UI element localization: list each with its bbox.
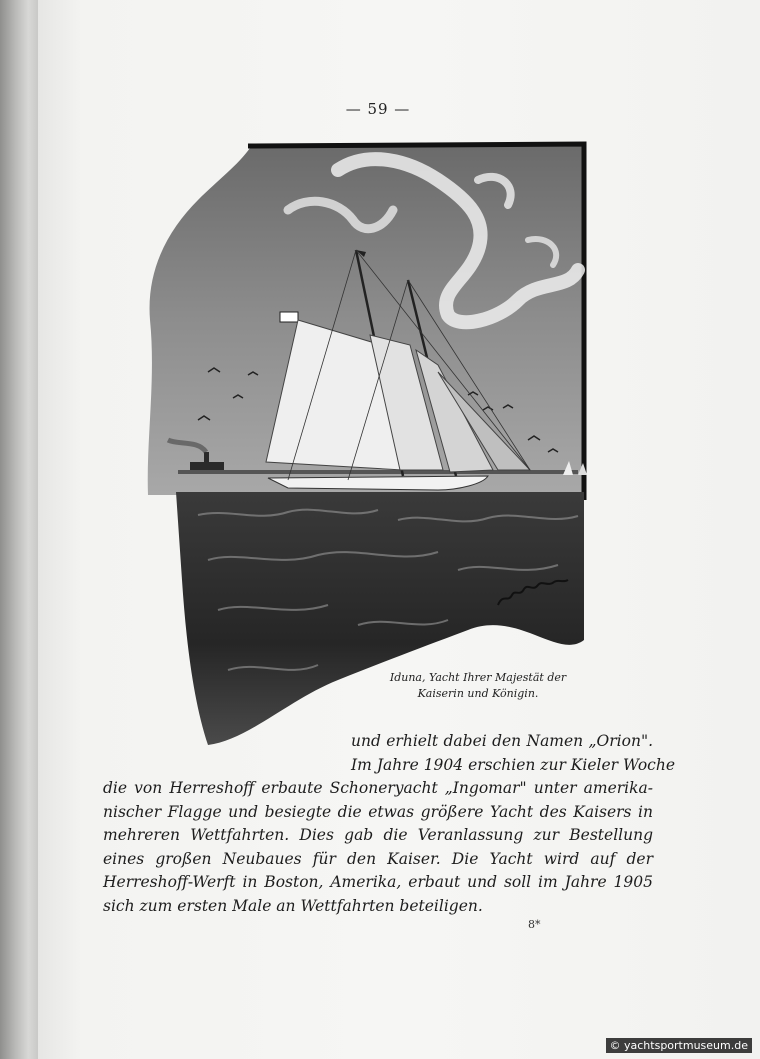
body-text [103, 730, 676, 918]
text-line: eines großen Neubaues für den Kaiser. Die Yacht wird auf der [103, 849, 653, 868]
schooner-illustration [138, 140, 598, 750]
text-line: nischer Flagge und besiegte die etwas größere Yacht des Kaisers in [103, 802, 653, 821]
text-line: mehreren Wettfahrten. Dies gab die Veranlassung zur Bestellung [103, 826, 653, 844]
book-page [38, 0, 760, 1059]
text-line: sich zum ersten Male an Wettfahrten beteiligen. [103, 896, 483, 915]
text-line: und erhielt dabei den Namen „Orion". [351, 732, 653, 750]
text-line: die von Herreshoff erbaute Schoneryacht „Ingomar" unter amerika- [103, 779, 653, 797]
text-line: Im Jahre 1904 erschien zur Kieler Woche [351, 755, 676, 774]
book-gutter [0, 0, 38, 1059]
text-line: Herreshoff-Werft in Boston, Amerika, erbaut und soll im Jahre 1905 [103, 873, 653, 891]
caption-line: Iduna, Yacht Ihrer Majestät der [389, 671, 567, 684]
printer-signature-mark: 8* [528, 918, 541, 931]
caption-line: Kaiserin und Königin. [417, 687, 539, 700]
watermark: © yachtsportmuseum.de [606, 1038, 752, 1053]
page-number: — 59 — [345, 100, 411, 118]
figure-caption [368, 670, 588, 702]
